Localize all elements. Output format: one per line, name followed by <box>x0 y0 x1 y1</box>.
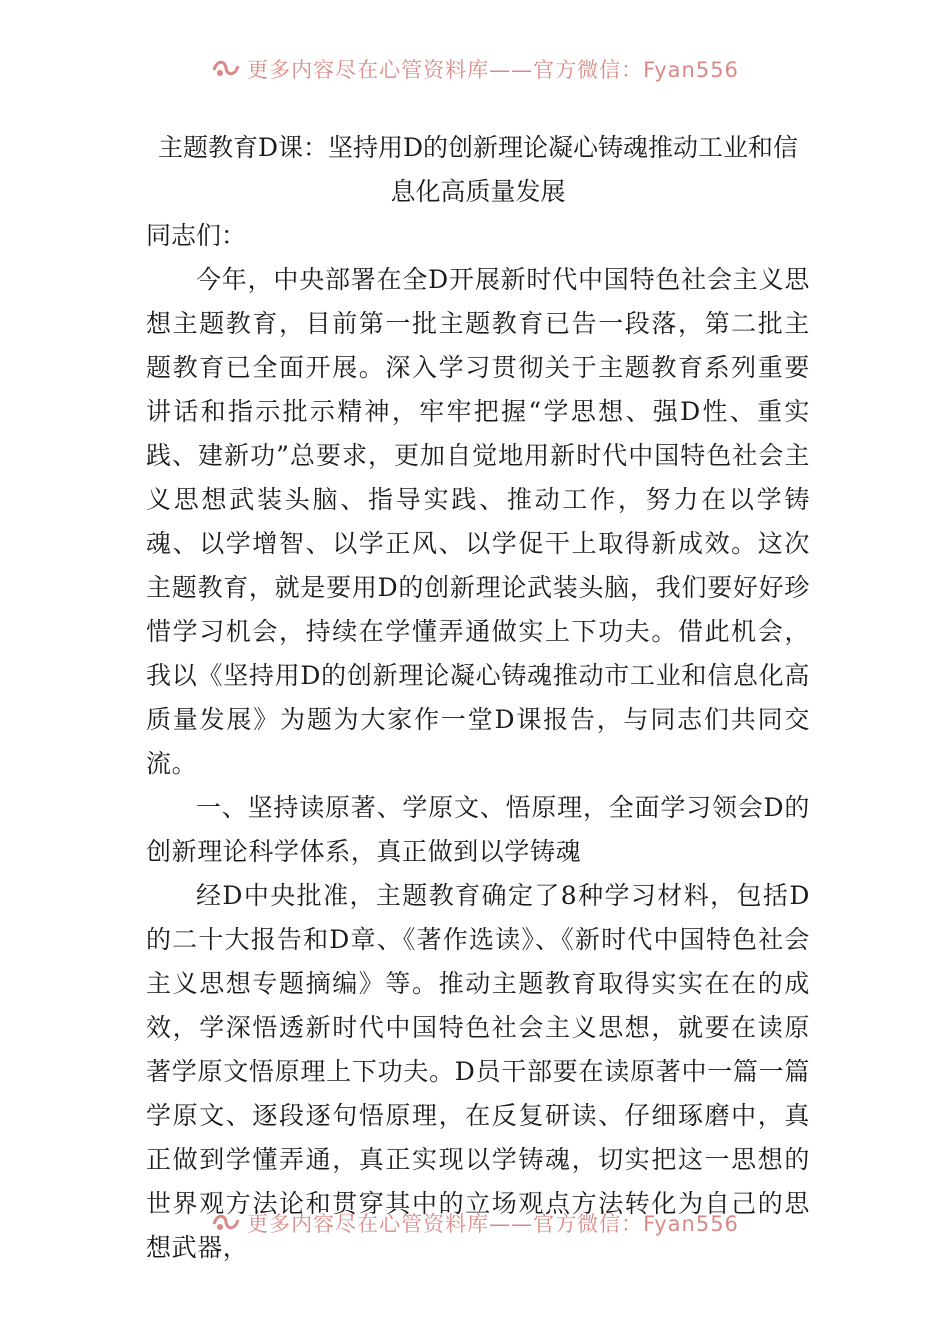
watermark-logo-icon <box>211 58 241 85</box>
header-watermark-text: 更多内容尽在心管资料库——官方微信：Fyan556 <box>247 58 739 82</box>
document-body <box>146 126 810 1270</box>
footer-watermark <box>0 1208 950 1239</box>
paragraph-section-1: 经D中央批准，主题教育确定了8种学习材料，包括D的二十大报告和D章、《著作选读》、《新时代中国特色社会主义思想专题摘编》等。推动主题教育取得实实在在的成效，学深悟透新时代中国特色社会主义思想，就要在读原著学原文悟原理上下功夫。D员干部要在读原著中一篇一篇学原文、逐段逐句悟原理，在反复研读、仔细琢磨中，真正做到学懂弄通，真正实现以学铸魂，切实把这一思想的世界观方法论和贯穿其中的立场观点方法转化为自己的思想武器， <box>146 881 810 1262</box>
section-heading-1: 一、坚持读原著、学原文、悟原理，全面学习领会D的创新理论科学体系，真正做到以学铸魂 <box>146 793 810 866</box>
footer-watermark-text: 更多内容尽在心管资料库——官方微信：Fyan556 <box>247 1212 739 1236</box>
salutation: 同志们： <box>146 221 247 250</box>
header-watermark <box>0 54 950 85</box>
document-title: 主题教育D课：坚持用D的创新理论凝心铸魂推动工业和信息化高质量发展 <box>157 133 799 206</box>
paragraph-intro: 今年，中央部署在全D开展新时代中国特色社会主义思想主题教育，目前第一批主题教育已告一段落，第二批主题教育已全面开展。深入学习贯彻关于主题教育系列重要讲话和指示批示精神，牢牢把握“学思想、强D性、重实践、建新功”总要求，更加自觉地用新时代中国特色社会主义思想武装头脑、指导实践、推动工作，努力在以学铸魂、以学增智、以学正风、以学促干上取得新成效。这次主题教育，就是要用D的创新理论武装头脑，我们要好好珍惜学习机会，持续在学懂弄通做实上下功夫。借此机会，我以《坚持用D的创新理论凝心铸魂推动市工业和信息化高质量发展》为题为大家作一堂D课报告，与同志们共同交流。 <box>146 265 810 778</box>
watermark-logo-icon <box>211 1212 241 1239</box>
